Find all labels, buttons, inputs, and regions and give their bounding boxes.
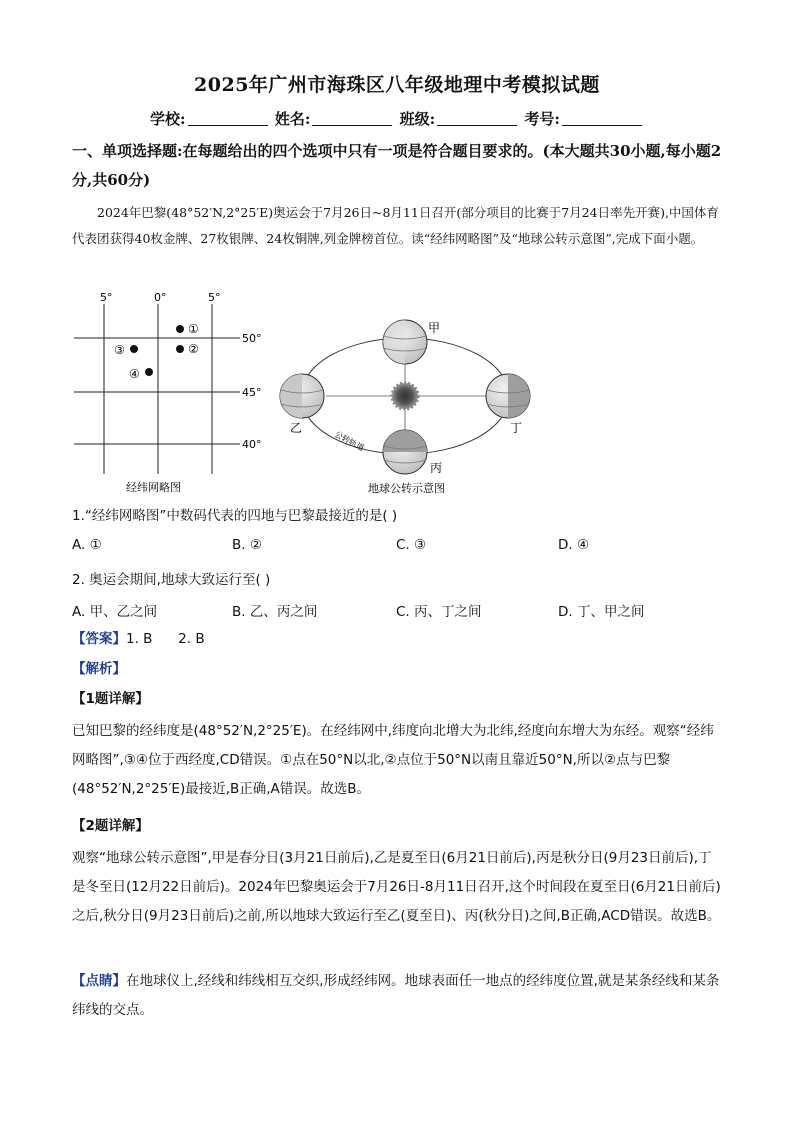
number-blank[interactable]	[562, 111, 642, 126]
class-blank[interactable]	[437, 111, 517, 126]
q1-option-c[interactable]: C. ③	[396, 537, 427, 553]
lat-label-45: 45°	[242, 386, 262, 399]
label-yi: 乙	[290, 421, 303, 435]
lon-label-east: 5°	[208, 291, 221, 304]
earth-position-jia	[383, 320, 427, 364]
point-1-dot	[176, 325, 184, 333]
orbit-label: 公转轨道	[333, 429, 366, 453]
lat-lon-grid-figure	[70, 288, 270, 498]
point-1-label: ①	[188, 322, 199, 336]
earth-position-bing	[383, 430, 427, 474]
label-bing: 丙	[430, 461, 443, 475]
tip-tag: 【点睛】	[72, 973, 126, 989]
q2-option-c[interactable]: C. 丙、丁之间	[396, 604, 482, 620]
answer-line	[72, 625, 722, 654]
lat-label-40: 40°	[242, 438, 262, 451]
school-blank[interactable]	[188, 111, 268, 126]
page-title: 2025年广州市海珠区八年级地理中考模拟试题	[194, 74, 600, 96]
detail-1-tag: 【1题详解】	[72, 691, 149, 707]
point-3-dot	[130, 345, 138, 353]
q1-option-a[interactable]: A. ①	[72, 537, 102, 553]
grid-caption: 经纬网略图	[126, 481, 181, 494]
name-label: 姓名:	[274, 110, 311, 128]
point-2-dot	[176, 345, 184, 353]
name-blank[interactable]	[312, 111, 392, 126]
q1-option-d[interactable]: D. ④	[558, 537, 590, 553]
sun-icon	[392, 383, 418, 409]
detail-2-tag: 【2题详解】	[72, 818, 149, 834]
school-label: 学校:	[150, 110, 186, 128]
question-intro: 2024年巴黎(48°52′N,2°25′E)奥运会于7月26日~8月11日召开(部分项目的比赛于7月24日率先开赛),中国体育代表团获得40枚金牌、27枚银牌、24枚铜牌,列金牌榜首位。读“经纬网略图”及“地球公转示意图”,完成下面小题。	[72, 205, 719, 246]
class-label: 班级:	[399, 110, 436, 128]
question-1-stem: 1.“经纬网略图”中数码代表的四地与巴黎最接近的是( )	[72, 508, 398, 524]
q1-option-b[interactable]: B. ②	[232, 537, 262, 553]
answer-text: 1. B 2. B	[126, 631, 205, 647]
earth-position-ding	[486, 374, 530, 418]
label-ding: 丁	[510, 421, 523, 435]
lon-label-west: 5°	[100, 291, 113, 304]
q2-option-b[interactable]: B. 乙、丙之间	[232, 604, 318, 620]
lat-label-50: 50°	[242, 332, 262, 345]
orbit-caption: 地球公转示意图	[368, 482, 445, 495]
analysis-tag: 【解析】	[72, 661, 126, 677]
tip-text: 在地球仪上,经线和纬线相互交织,形成经纬网。地球表面任一地点的经纬度位置,就是某条经线和某条纬线的交点。	[72, 973, 720, 1018]
question-2-stem: 2. 奥运会期间,地球大致运行至( )	[72, 572, 271, 588]
point-4-label: ④	[129, 367, 140, 381]
q2-option-a[interactable]: A. 甲、乙之间	[72, 604, 158, 620]
q2-option-d[interactable]: D. 丁、甲之间	[558, 604, 645, 620]
student-info-line	[0, 108, 794, 129]
point-2-label: ②	[188, 342, 199, 356]
number-label: 考号:	[524, 110, 560, 128]
earth-revolution-figure	[272, 312, 542, 498]
detail-1-text: 已知巴黎的经纬度是(48°52′N,2°25′E)。在经纬网中,纬度向北增大为北纬,经度向东增大为东经。观察“经纬网略图”,③④位于西经度,CD错误。①点在50°N以北,②点位于50°N以南且靠近50°N,所以②点与巴黎(48°52′N,2°25′E)最接近,B正确,A错误。故选B。	[72, 723, 714, 797]
earth-position-yi	[280, 374, 324, 418]
tip-paragraph	[72, 967, 722, 1025]
label-jia: 甲	[428, 321, 441, 335]
section-heading: 一、单项选择题:在每题给出的四个选项中只有一项是符合题目要求的。(本大题共30小题,每小题2分,共60分)	[72, 142, 722, 189]
point-4-dot	[145, 368, 153, 376]
detail-2-text: 观察“地球公转示意图”,甲是春分日(3月21日前后),乙是夏至日(6月21日前后),丙是秋分日(9月23日前后),丁是冬至日(12月22日前后)。2024年巴黎奥运会于7月26日-8月11日召开,这个时间段在夏至日(6月21日前后)之后,秋分日(9月23日前后)之前,所以地球大致运行至乙(夏至日)、丙(秋分日)之间,B正确,ACD错误。故选B。	[72, 850, 721, 924]
point-3-label: ③	[114, 343, 125, 357]
answer-tag: 【答案】	[72, 631, 126, 647]
lon-label-zero: 0°	[154, 291, 167, 304]
